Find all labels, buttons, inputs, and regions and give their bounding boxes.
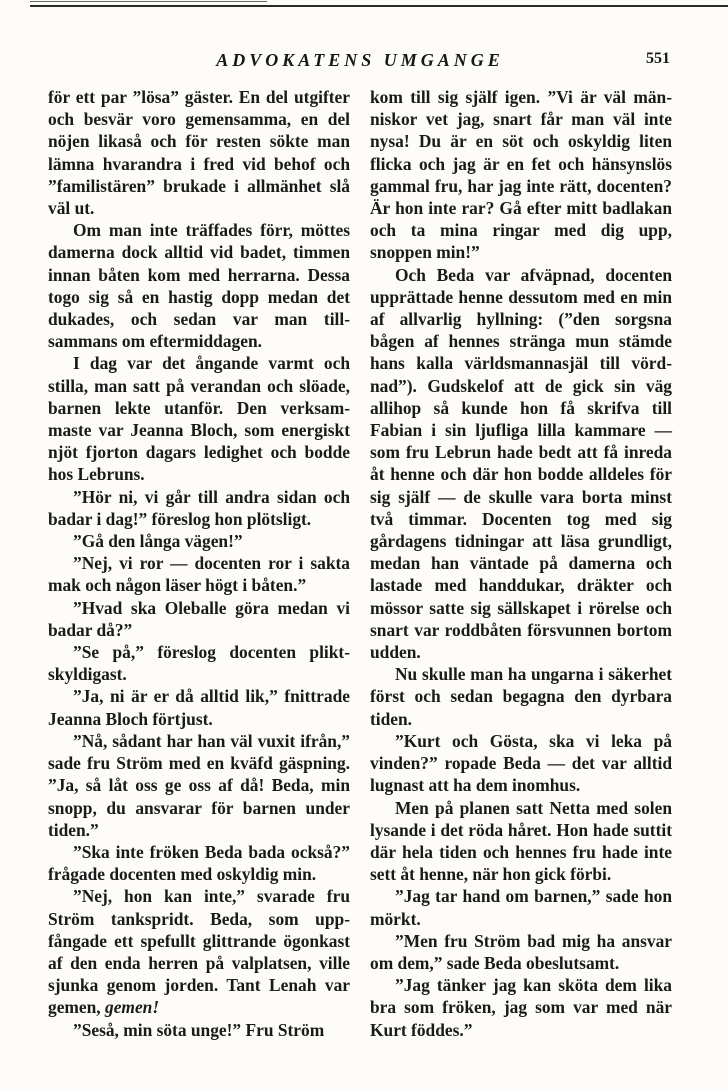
left-text-column [48,86,350,1041]
paragraph [48,885,350,1018]
paragraph: ”Hör ni, vi går till andra sidan och badar i dag!” föreslog hon plötsligt. [48,486,350,529]
paragraph: kom till sig själf igen. ”Vi är väl människor vet jag, snart får man väl inte nysa! Du är en söt och oskyldig liten flicka och jag är en fet och hänsynslös gammal fru, har jag inte rätt, docenten? Är hon inte rar? Gå efter mitt badlakan och ta mina ringar med dig upp, snoppen min!” [370,87,672,263]
running-header-title: ADVOKATENS UMGANGE [216,50,504,70]
paragraph: Om man inte träffades förr, möttes damerna dock alltid vid badet, timmen innan båten kom med herrarna. Dessa togo sig så en hastig dopp medan det dukades, och sedan var man tillsammans om eftermiddagen. [48,220,350,352]
paragraph: ”Seså, min söta unge!” Fru Ström [73,1019,325,1040]
paragraph: för ett par ”lösa” gäster. En del utgifter och besvär voro gemensamma, en del nöjen likaså och för resten sökte man lämna hvarandra i fred vid behof och ”familistären” brukade i allmänhet slå väl ut. [48,87,350,219]
right-text-column [370,86,672,1041]
paragraph: ”Ska inte fröken Beda bada också?” frågade docenten med oskyldig min. [48,841,350,885]
top-rule [30,0,728,10]
paragraph: ”Gå den långa vägen!” [73,531,243,552]
page-number: 551 [646,50,670,67]
paragraph: Och Beda var afväpnad, docenten upprättade henne dessutom med en min af allvarlig hyllning: (”den sorgsna bågen af hennes stränga mun stämde hans kalla världsmannasjäl till vördnad”). Gudskelof att de gick sin väg allihop så kunde hon få skrifva till Fabian i sin ljufliga lilla kammare — som fru Lebrun hade bedt att få inreda åt henne och där hon bodde alldeles för sig själf — de skulle vara borta minst två timmar. Docenten tog med sig gårdagens tidningar att läsa grundligt, medan han väntade på damerna och lastade med handdukar, dräkter och mössor satte sig sällskapet i rörelse och snart var roddbåten försvunnen bortom udden. [370,264,672,663]
paragraph-text: ”Nej, hon kan inte,” svarade fru Ström tankspridt. Beda, som uppfångade ett spefullt glittrande ögonkast af den enda herren på valplatsen, ville sjunka genom jorden. Tant Lenah var gemen, [48,886,350,1018]
paragraph: ”Nå, sådant har han väl vuxit ifrån,” sade fru Ström med en kväfd gäspning. ”Ja, så låt oss ge oss af då! Beda, min snopp, du ansvarar för barnen under tiden.” [48,730,350,840]
paragraph: ”Jag tar hand om barnen,” sade hon mörkt. [370,886,672,929]
paragraph: ”Se på,” föreslog docenten pliktskyldigast. [48,642,350,685]
paragraph: ”Kurt och Gösta, ska vi leka på vinden?” ropade Beda — det var alltid lugnast att ha dem inomhus. [370,730,672,796]
paragraph: ”Hvad ska Oleballe göra medan vi badar då?” [48,597,350,640]
paragraph: ”Men fru Ström bad mig ha ansvar om dem,” sade Beda obeslutsamt. [370,930,672,973]
paragraph: ”Jag tänker jag kan sköta dem lika bra som fröken, jag som var med när Kurt föddes.” [370,975,672,1040]
paragraph: ”Nej, vi ror — docenten ror i sakta mak och någon läser högt i båten.” [48,553,350,596]
paragraph: Nu skulle man ha ungarna i säkerhet först och sedan begagna den dyrbara tiden. [370,664,672,729]
paragraph: ”Ja, ni är er då alltid lik,” fnittrade Jeanna Bloch förtjust. [48,686,350,729]
emphasis-text: gemen! [105,997,160,1018]
paragraph: I dag var det ångande varmt och stilla, man satt på verandan och slöade, barnen lekte utanför. Den verksammaste var Jeanna Bloch, som energiskt njöt fjorton dagars ledighet och bodde hos Lebruns. [48,353,350,485]
paragraph: Men på planen satt Netta med solen lysande i det röda håret. Hon hade suttit där hela tiden och hennes fru hade inte sett åt henne, när hon gick förbi. [370,797,672,885]
